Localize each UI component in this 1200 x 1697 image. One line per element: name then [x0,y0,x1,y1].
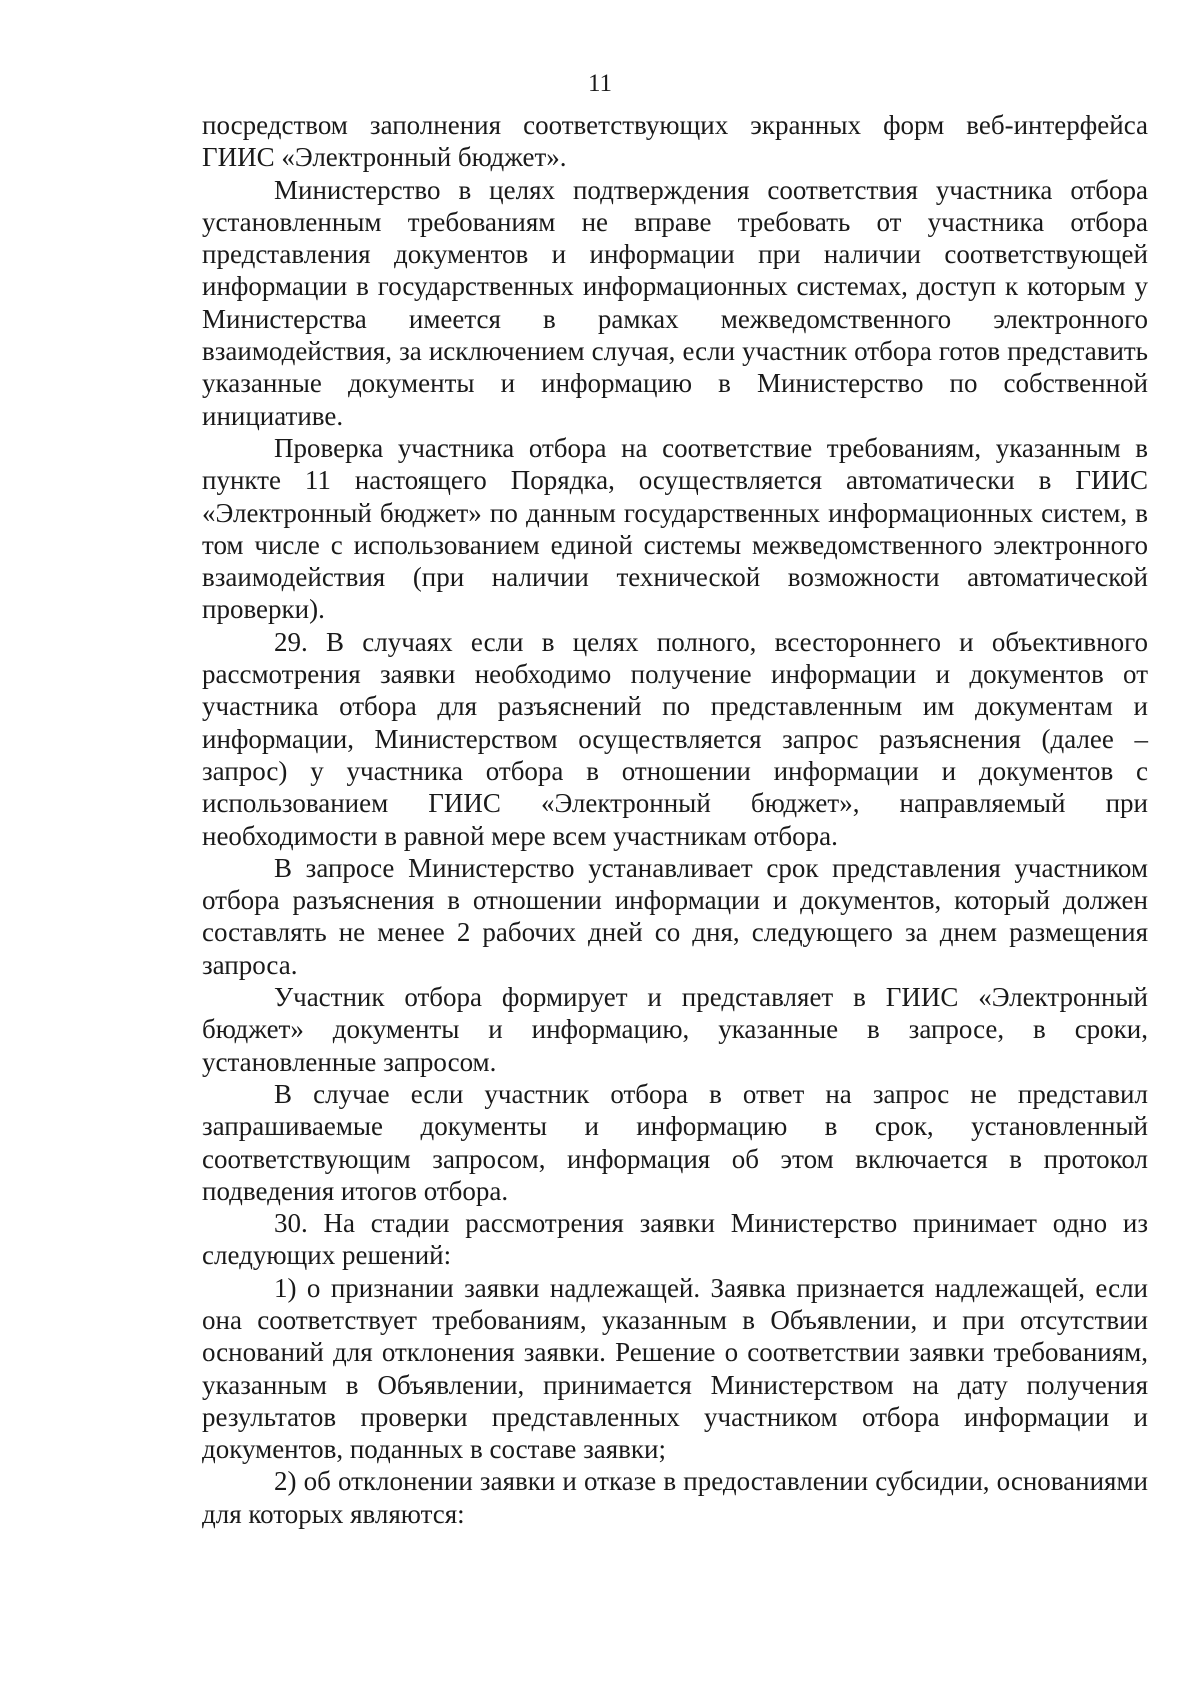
page-number: 11 [587,70,613,97]
paragraph: посредством заполнения соответствующих экранных форм веб-интерфейса ГИИС «Электронный бюджет». [202,110,1148,173]
paragraph: В случае если участник отбора в ответ на запрос не представил запрашиваемые документы и информацию в срок, установленный соответствующим запросом, информация об этом включается в протокол подведения итогов отбора. [202,1078,1148,1206]
paragraph: Проверка участника отбора на соответствие требованиям, указанным в пункте 11 настоящего Порядка, осуществляется автоматически в ГИИС «Электронный бюджет» по данным государственных информационных систем, в том числе с использованием единой системы межведомственного электронного взаимодействия (при наличии технической возможности автоматической проверки). [202,432,1148,625]
paragraph: В запросе Министерство устанавливает срок представления участником отбора разъяснения в отношении информации и документов, который должен составлять не менее 2 рабочих дней со дня, следующего за днем размещения запроса. [202,852,1148,980]
paragraph: Министерство в целях подтверждения соответствия участника отбора установленным требованиям не вправе требовать от участника отбора представления документов и информации при наличии соответствующей информации в государственных информационных системах, доступ к которым у Министерства имеется в рамках межведомственного электронного взаимодействия, за исключением случая, если участник отбора готов представить указанные документы и информацию в Министерство по собственной инициативе. [202,174,1148,431]
document-body [202,109,1148,1530]
paragraph: 30. На стадии рассмотрения заявки Министерство принимает одно из следующих решений: [202,1208,1148,1271]
paragraph: 29. В случаях если в целях полного, всестороннего и объективного рассмотрения заявки необходимо получение информации и документов от участника отбора для разъяснений по представленным им документам и информации, Министерством осуществляется запрос разъяснения (далее – запрос) у участника отбора в отношении информации и документов с использованием ГИИС «Электронный бюджет», направляемый при необходимости в равной мере всем участникам отбора. [202,626,1148,851]
paragraph: Участник отбора формирует и представляет в ГИИС «Электронный бюджет» документы и информацию, указанные в запросе, в сроки, установленные запросом. [202,982,1148,1077]
paragraph: 2) об отклонении заявки и отказе в предоставлении субсидии, основаниями для которых являются: [202,1466,1148,1529]
paragraph: 1) о признании заявки надлежащей. Заявка признается надлежащей, если она соответствует требованиям, указанным в Объявлении, и при отсутствии оснований для отклонения заявки. Решение о соответствии заявки требованиям, указанным в Объявлении, принимается Министерством на дату получения результатов проверки представленных участником отбора информации и документов, поданных в составе заявки; [202,1272,1148,1465]
